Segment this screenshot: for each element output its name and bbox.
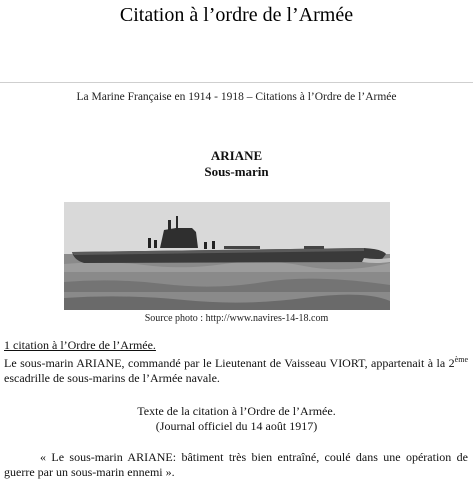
ordinal-suffix: ème <box>454 355 468 364</box>
citation-intro-title: Texte de la citation à l’Ordre de l’Armée. <box>137 404 336 418</box>
citation-count-label: 1 citation à l’Ordre de l’Armée. <box>4 338 156 352</box>
page-title: Citation à l’ordre de l’Armée <box>119 4 354 26</box>
ship-name: ARIANE <box>210 148 263 163</box>
ship-description-text: Le sous-marin ARIANE, commandé par le Lieutenant de Vaisseau VIORT, appartenait à la 2 <box>4 356 455 370</box>
ship-description <box>4 352 468 386</box>
header-divider <box>0 82 473 83</box>
ship-type: Sous-marin <box>204 164 269 179</box>
citation-quote: « Le sous-marin ARIANE: bâtiment très bien entraîné, coulé dans une opération de guerre par un sous-marin ennemi ». <box>4 450 468 479</box>
submarine-photo <box>64 202 390 310</box>
citation-intro <box>0 404 473 434</box>
photo-caption: Source photo : http://www.navires-14-18.com <box>144 313 329 324</box>
citation-intro-source: (Journal officiel du 14 août 1917) <box>155 419 318 433</box>
ship-description-text-end: escadrille de sous-marins de l’Armée navale. <box>4 371 220 385</box>
document-subheader: La Marine Française en 1914 - 1918 – Citations à l’Ordre de l’Armée <box>76 91 397 103</box>
